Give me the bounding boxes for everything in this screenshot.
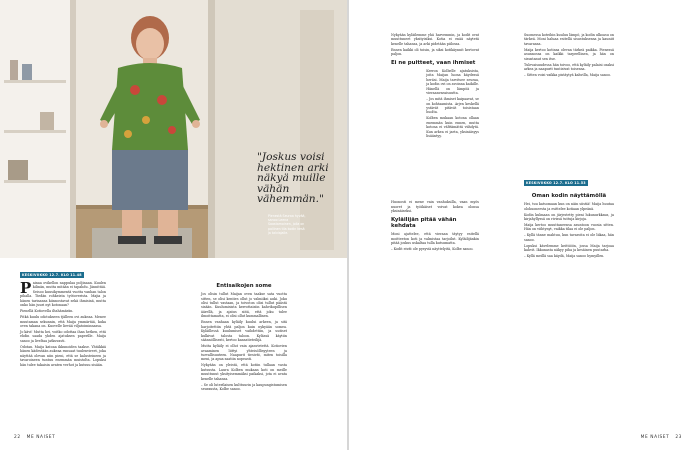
paragraph: Ennen kaikki oli toisin, ja siksi kotikäynnit kertovat paljon. xyxy=(391,47,479,57)
paragraph: Nykyään on yleistä, että kotiin tullaan vasta kutsusta. Laura Kolben mukaan koti on meille muuttunut yksityisemmäksi paikaksi, jota ei avata kenelle tahansa. xyxy=(201,363,287,381)
photo-caption: Pienestä Seuraa hyvää, sanoo Leena Saastamoinen, jolla on pallinen tila kodin kesä ja talviajalle. xyxy=(268,214,306,235)
paragraph: Odotan. Maija katoaa ikkunoiden taakse. Yhtäkkiä hänen kädestään aukeaa runsaat tuulenvireet, joka näyttää olevan niin pieni, että se kalusteineen ja tavaroineen tuntuu enemmän muistolta. Lopuksi hän tulee takaisin avaten verhot ja kutsuu sisään. xyxy=(20,344,106,367)
left-page xyxy=(0,0,347,450)
page-number: 22 xyxy=(14,435,21,440)
paragraph: Tulevaisuudessa hän toivoo, että kyläily palaisi osaksi arkea ja naapurit tuntisivat toisensa. xyxy=(524,62,615,72)
paragraph: Huonosti ei mene vain vanhuksilla, vaan myös nuoret ja työikäiset voivat kokea olonsa yksinäiseksi. xyxy=(391,200,479,214)
paragraph: Ennen vanhaan kyläily kuului arkeen, ja sitä harjoitettiin yhtä paljon kuin nykyään somea. Kyläillessä kuulumiset vaihdettiin, ja uutiset kulkivat talosta taloon. Kylässä käytiin säännöllisesti, kertoo kansatieteilijä. xyxy=(201,320,287,343)
page-number: 23 xyxy=(675,435,682,440)
dropcap: P xyxy=(20,279,32,297)
paragraph: Nykyään kyläilemme yhä harvemmin, ja kodit ovat muuttuneet yksityisiksi. Kotia ei enää näytetä kenelle tahansa, ja arki pidetään piilossa. xyxy=(391,33,479,46)
paragraph: Hei, tuu katsomaan kun on näin siistiä! Maija huutaa olohuoneesta ja esittelee kotiaan ylpeänä. xyxy=(524,202,614,211)
paragraph: Jos olisin tullut Maijan oven taakse sata vuotta sitten, se olisi kenties ollut jo valmiiksi auki. Joku olisi tullut vastaan, ja toivoton olisi tullut päästä sisään. Kuulumisista kerrottaisiin kahvikupillisen äärellä, ja ajatus siitä, että joku tulee ilmoittamatta, ei olisi ollut kummallinen. xyxy=(201,292,287,319)
paragraph: Kolben mukaan kotona ollaan enemmän kuin ennen, mutta kotona ei välttämättä viihdytä. Kun arkea ei jaeta, yksinäisyys lisääntyy. xyxy=(426,116,479,139)
paragraph: Lopuksi kävelemme keittiöön, jossa Maija tarjoaa kahvit. Ikkunasta näkyy piha ja kesäinen puutarha. xyxy=(524,243,614,253)
paragraph: – Se oli luterilaisen kulttuurin ja kaupungistumisen seurausta, Kolbe sanoo. xyxy=(201,382,287,392)
paragraph: Kodin kulmaan on järjestetty pieni lukunurkkaus, ja kirjahyllyssä on rivissä tuttuja kirjoja. xyxy=(524,212,614,221)
paragraph: – Kyllä tänne mahtuu, kun tavaroita ei ole liikaa, hän sanoo. xyxy=(524,233,614,242)
magazine-name: ME NAISET xyxy=(640,435,670,440)
right-column-2b xyxy=(524,190,614,430)
paragraph: Moni ajattelee, että vieraan täytyy esitellä moitteeton koti ja valmistaa tarjoilut. Kyläilijänkin pitää joskus uskaltaa tulla kutsumatta. xyxy=(391,232,479,246)
paragraph: Mutta kyläily ei ollut vain ajanvietettä. Kotiovien avaaminen liittyi yhteisöllisyyteen ja turvallisuuteen. Naapurit tiesivät, miten toisilla meni, ja apua saatiin nopeasti. xyxy=(201,344,287,362)
paragraph: Jo kävi! Mutta hei, voitko odottaa ihan hetken, että ehdin saada yhden ajatuksen paperille. Maija sanoo ja liveltaa jatkuvasti. xyxy=(20,330,106,343)
paragraph: – Jos mitä ihmiset kaipaavat, se on kohtaamista. Arjen keskellä ystävät pitävät toisistaan huolta. xyxy=(426,97,479,115)
paragraph: Maija kertoo muuttaneensa asuntoon vuosia sitten. Hän on viihtynyt, vaikka tilaa ei ole paljon. xyxy=(524,222,614,232)
page-folio-right xyxy=(641,435,682,440)
paragraph: Kerron Kolbelle ajatuksista, joita Maijan luona käydessä heräsi. Maija tarvitsee seuraa, ja kodin ovi on avoinna kaikille. Hänellä on lämpöä ja vieraanvaraisuutta. xyxy=(426,68,479,96)
left-column-1 xyxy=(20,281,106,431)
pull-quote: "Joskus voisi hektinen arki näkyä muille vähän vähemmän." xyxy=(257,151,329,205)
paragraph: – Sitten voisi vaikka pistäytyä kahvilla, Maija sanoo. xyxy=(524,73,611,78)
section-heading: Kyläilijän pitää vähän kehdata xyxy=(391,216,457,230)
page-folio-left xyxy=(14,435,55,440)
right-column-2 xyxy=(524,33,614,173)
paragraph: Pienellä Kotiovella iltahämärän. xyxy=(20,309,74,314)
left-column-2 xyxy=(201,280,287,430)
magazine-name: ME NAISET xyxy=(26,435,56,440)
timestamp-tag: KESKIVIIKKO 12.7. KLO 11.48 xyxy=(22,272,82,277)
paragraph: – Kodit eivät ole pysyviä näyttelyitä, Kolbe sanoo. xyxy=(391,247,474,252)
paragraph: Pitkä kuulu odotukseen tjälleen ovi aukeaa. Menee muutaman sekunnin, että Maija ymmärtää, kuka oven takana on. Kuovelle lievää viljatoiminnassa. xyxy=(20,315,106,329)
paragraph: ainaa ovikellon nappulaa poljinaan. Kuulen kilinän, mutta mitään ei tapahdu. Jännittää. Seisoo kuusikymmentä vuotta vanhan talon pihalla. Tiedän rohkeista työtoverista. Majia ja hänen tarinansa kiinnostavat sekä ihmisinä, mutta onko hän juuri nyt kotonaan? xyxy=(20,281,106,308)
paragraph: Suomessa koteihin kuuluu lämpö, ja kodin ulkoasu on tärkeä. Moni haluaa esitellä sisustuksensa ja kauniit tavaransa. xyxy=(524,33,614,46)
right-column-1 xyxy=(391,33,479,428)
narrow-text xyxy=(426,69,479,140)
section-heading: Oman kodin näyttämöllä xyxy=(531,193,607,199)
timestamp-tag: KESKIVIIKKO 12.7. KLO 11.53 xyxy=(526,180,586,185)
section-heading: Entisaikojen some xyxy=(216,283,272,289)
section-heading: Ei ne puitteet, vaan ihmiset xyxy=(391,59,476,66)
paragraph: – Kyllä meillä saa käydä, Maija sanoo hymyillen. xyxy=(524,254,605,259)
feature-photo xyxy=(0,0,347,258)
paragraph: Maija kertoo kotinsa olevan tärkeä paikka. Pienessä asunnossa on kaikki tarpeellinen, ja hän on sisustanut sen itse. xyxy=(524,47,614,61)
